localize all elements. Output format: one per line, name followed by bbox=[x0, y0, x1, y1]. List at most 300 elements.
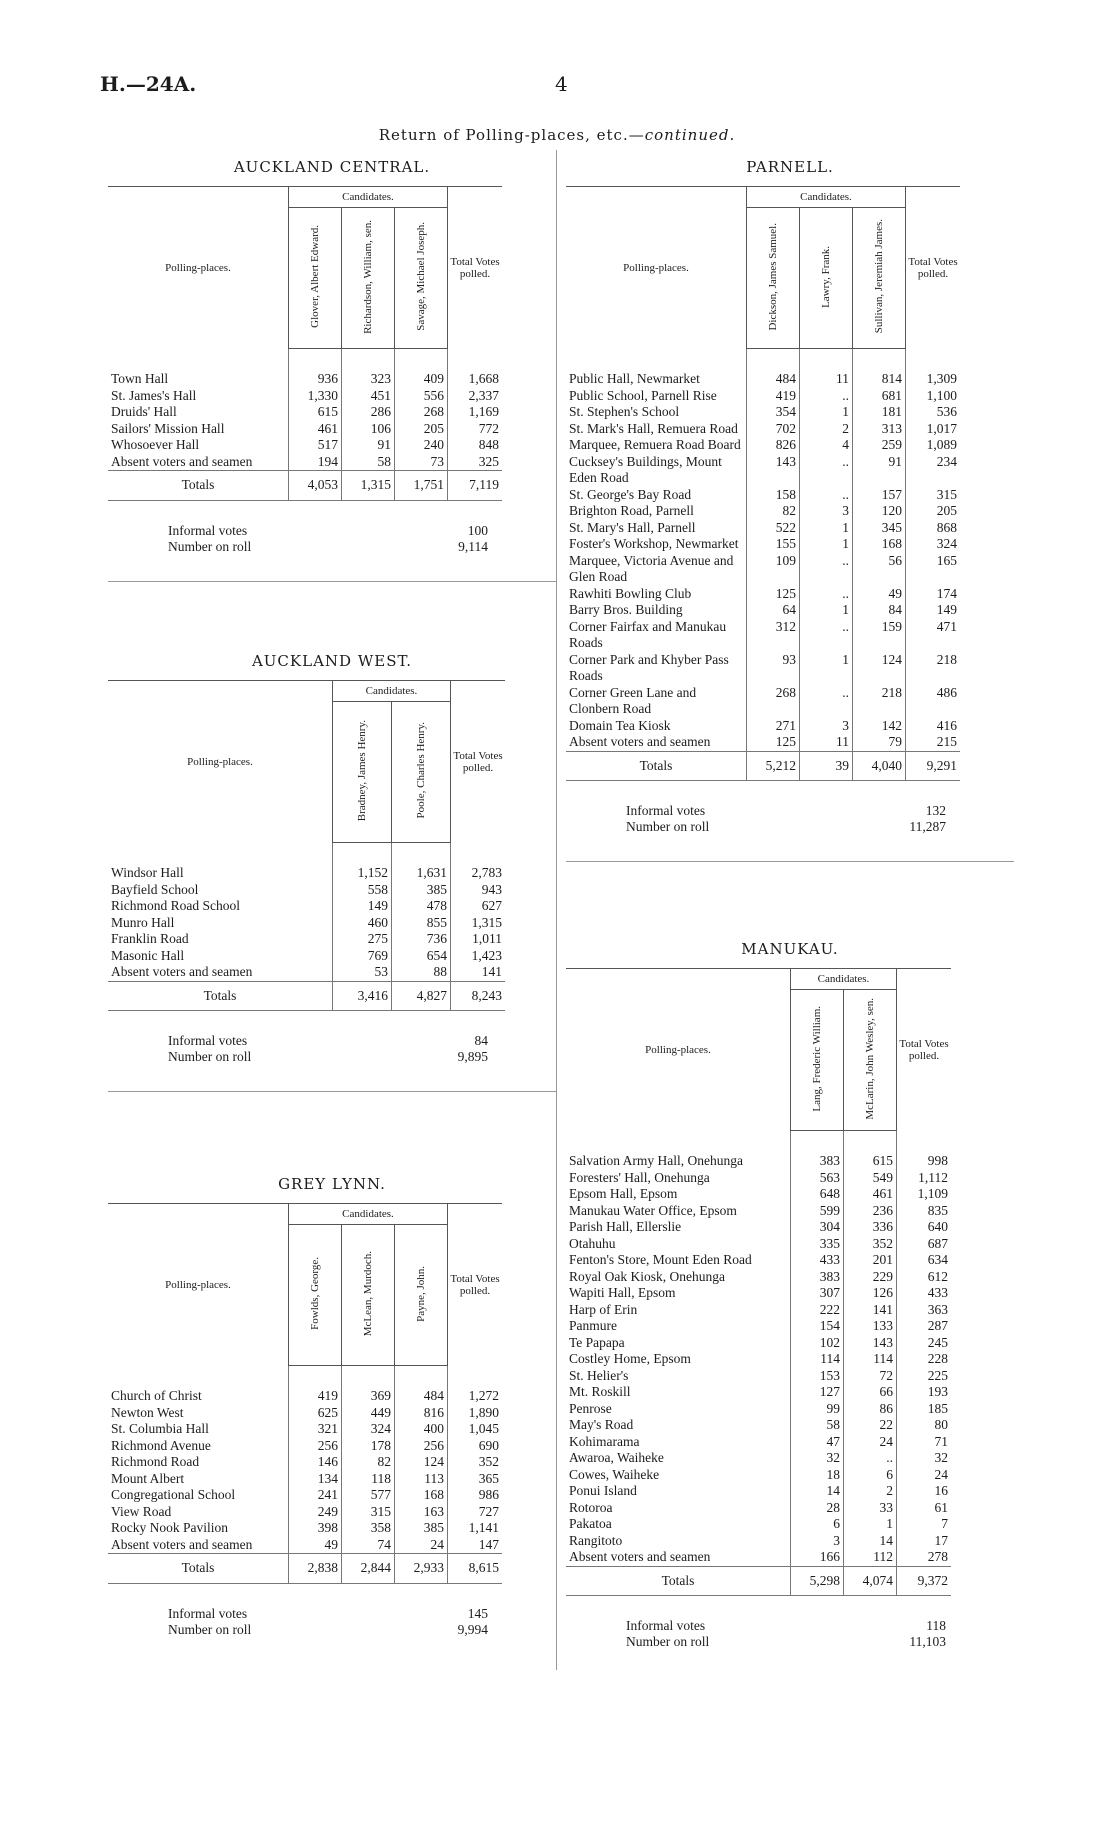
vote-count: 124 bbox=[853, 652, 906, 685]
candidate-total: 4,053 bbox=[289, 471, 342, 501]
page-title bbox=[0, 126, 1114, 144]
vote-count: 409 bbox=[395, 371, 448, 388]
vote-count: 484 bbox=[747, 371, 800, 388]
vote-count: 449 bbox=[342, 1405, 395, 1422]
vote-count: 218 bbox=[853, 685, 906, 718]
total-votes: 215 bbox=[906, 734, 961, 751]
vote-count: 88 bbox=[392, 964, 451, 981]
vote-count: 1 bbox=[800, 404, 853, 421]
vote-count: 229 bbox=[844, 1269, 897, 1286]
polling-place-name: Rangitoto bbox=[569, 1532, 623, 1548]
polling-place-name: Cucksey's Buildings, Mount Eden Road bbox=[569, 453, 722, 485]
vote-count: 769 bbox=[333, 948, 392, 965]
candidate-name-header bbox=[747, 208, 800, 349]
results-table bbox=[108, 186, 502, 501]
vote-count: 383 bbox=[791, 1153, 844, 1170]
column-header-total: Total Votes polled. bbox=[906, 187, 961, 349]
page-title-continued: continued. bbox=[644, 126, 736, 144]
total-votes: 325 bbox=[448, 454, 503, 471]
total-votes: 193 bbox=[897, 1384, 952, 1401]
vote-count: 648 bbox=[791, 1186, 844, 1203]
spacer-cell bbox=[392, 843, 451, 866]
table-row bbox=[108, 437, 502, 454]
number-on-roll-label: Number on roll bbox=[168, 538, 252, 554]
polling-place-name: Rawhiti Bowling Club bbox=[569, 585, 692, 601]
total-votes: 1,668 bbox=[448, 371, 503, 388]
section-footer bbox=[566, 803, 1014, 835]
vote-count: 256 bbox=[289, 1438, 342, 1455]
column-header-candidates: Candidates. bbox=[791, 969, 897, 990]
total-votes: 998 bbox=[897, 1153, 952, 1170]
polling-place-name: Awaroa, Waiheke bbox=[569, 1450, 664, 1465]
informal-votes-label: Informal votes bbox=[168, 1033, 248, 1048]
table-row bbox=[108, 898, 505, 915]
vote-count: 64 bbox=[747, 602, 800, 619]
spacer-cell bbox=[289, 1366, 342, 1389]
polling-place-name: Mt. Roskill bbox=[569, 1384, 631, 1399]
total-votes: 943 bbox=[451, 882, 506, 899]
vote-count: 1 bbox=[800, 520, 853, 537]
vote-count: 275 bbox=[333, 931, 392, 948]
candidate-name: Dickson, James Samuel. bbox=[766, 222, 779, 331]
number-on-roll-label: Number on roll bbox=[168, 1621, 252, 1637]
vote-count: 398 bbox=[289, 1520, 342, 1537]
vote-count: 141 bbox=[844, 1302, 897, 1319]
table-row bbox=[566, 734, 960, 751]
table-row bbox=[108, 404, 502, 421]
table-row bbox=[566, 1533, 951, 1550]
polling-place-name: Te Papapa bbox=[569, 1334, 625, 1350]
section-title: GREY LYNN. bbox=[278, 1175, 386, 1193]
candidate-name: Richardson, William, sen. bbox=[361, 219, 374, 334]
informal-votes-value: 132 bbox=[925, 803, 946, 818]
section-title: MANUKAU. bbox=[741, 940, 839, 958]
vote-count: 4 bbox=[800, 437, 853, 454]
column-header-total: Total Votes polled. bbox=[448, 1204, 503, 1366]
vote-count: 324 bbox=[342, 1421, 395, 1438]
totals-row bbox=[108, 471, 502, 501]
polling-place-name: Brighton Road, Parnell bbox=[569, 503, 694, 518]
candidate-name: McLean, Murdoch. bbox=[361, 1250, 374, 1337]
vote-count: 194 bbox=[289, 454, 342, 471]
total-votes: 141 bbox=[451, 964, 506, 981]
table-row bbox=[108, 1454, 502, 1471]
vote-count: 383 bbox=[791, 1269, 844, 1286]
vote-count: 936 bbox=[289, 371, 342, 388]
polling-place-name: Franklin Road bbox=[111, 931, 189, 946]
total-votes: 416 bbox=[906, 718, 961, 735]
spacer-cell bbox=[108, 843, 333, 866]
polling-place-name: St. George's Bay Road bbox=[569, 486, 692, 502]
informal-votes-label: Informal votes bbox=[168, 522, 248, 538]
total-votes: 772 bbox=[448, 421, 503, 438]
table-row bbox=[566, 1401, 951, 1418]
vote-count: 323 bbox=[342, 371, 395, 388]
polling-place-name: Salvation Army Hall, Onehunga bbox=[569, 1153, 743, 1168]
vote-count: 93 bbox=[747, 652, 800, 685]
column-header-polling-places: Polling-places. bbox=[108, 187, 289, 349]
totals-row bbox=[566, 1566, 951, 1596]
polling-place-name: Absent voters and seamen bbox=[569, 734, 711, 749]
candidate-total: 39 bbox=[800, 751, 853, 781]
vote-count: 1 bbox=[800, 536, 853, 553]
vote-count: 74 bbox=[342, 1537, 395, 1554]
table-row bbox=[108, 454, 502, 471]
vote-count: 127 bbox=[791, 1384, 844, 1401]
polling-place-name: View Road bbox=[111, 1503, 172, 1519]
page-header bbox=[100, 72, 1000, 96]
totals-row bbox=[566, 751, 960, 781]
candidate-name-header bbox=[800, 208, 853, 349]
results-table bbox=[108, 1203, 502, 1584]
table-row bbox=[566, 536, 960, 553]
table-row bbox=[566, 1252, 951, 1269]
total-votes: 848 bbox=[448, 437, 503, 454]
candidate-name-header bbox=[342, 1225, 395, 1366]
header-row bbox=[566, 969, 951, 990]
polling-place-name: Richmond Road School bbox=[111, 898, 240, 913]
total-votes: 634 bbox=[897, 1252, 952, 1269]
total-votes: 727 bbox=[448, 1504, 503, 1521]
table-row bbox=[566, 1153, 951, 1170]
vote-count: 201 bbox=[844, 1252, 897, 1269]
polling-place-name: Foster's Workshop, Newmarket bbox=[569, 536, 739, 551]
vote-count: 240 bbox=[395, 437, 448, 454]
total-votes: 1,017 bbox=[906, 421, 961, 438]
number-on-roll-line bbox=[566, 1634, 1014, 1650]
total-votes: 1,089 bbox=[906, 437, 961, 454]
table-row bbox=[566, 1186, 951, 1203]
total-votes: 32 bbox=[897, 1450, 952, 1467]
total-votes: 1,169 bbox=[448, 404, 503, 421]
vote-count: 549 bbox=[844, 1170, 897, 1187]
total-votes: 315 bbox=[906, 487, 961, 504]
table-row bbox=[566, 1450, 951, 1467]
candidate-total: 4,040 bbox=[853, 751, 906, 781]
polling-place-name: Ponui Island bbox=[569, 1483, 637, 1498]
table-row bbox=[108, 1405, 502, 1422]
vote-count: 1 bbox=[800, 602, 853, 619]
column-header-candidates: Candidates. bbox=[289, 187, 448, 208]
total-votes: 80 bbox=[897, 1417, 952, 1434]
vote-count: 125 bbox=[747, 586, 800, 603]
grand-total: 8,615 bbox=[448, 1554, 503, 1584]
vote-count: 82 bbox=[342, 1454, 395, 1471]
informal-votes-value: 84 bbox=[474, 1033, 488, 1048]
total-votes: 365 bbox=[448, 1471, 503, 1488]
vote-count: 268 bbox=[747, 685, 800, 718]
candidate-name-header bbox=[395, 1225, 448, 1366]
spacer-cell bbox=[395, 1366, 448, 1389]
polling-place-name: Mount Albert bbox=[111, 1470, 185, 1486]
total-votes: 471 bbox=[906, 619, 961, 652]
spacer-cell bbox=[108, 1366, 289, 1389]
table-body bbox=[108, 843, 505, 1011]
candidate-name: Payne, John. bbox=[414, 1265, 427, 1322]
polling-place-name: Absent voters and seamen bbox=[111, 453, 253, 469]
polling-place-name: Fenton's Store, Mount Eden Road bbox=[569, 1252, 752, 1267]
spacer-cell bbox=[566, 1131, 791, 1154]
polling-place-name: Masonic Hall bbox=[111, 947, 185, 963]
section-auckland-west bbox=[108, 652, 556, 1092]
vote-count: 1,631 bbox=[392, 865, 451, 882]
candidate-total: 4,074 bbox=[844, 1566, 897, 1596]
table-row bbox=[566, 1285, 951, 1302]
total-votes: 71 bbox=[897, 1434, 952, 1451]
number-on-roll-label: Number on roll bbox=[626, 819, 710, 834]
polling-place-name: Barry Bros. Building bbox=[569, 602, 683, 617]
candidate-name-header bbox=[342, 208, 395, 349]
polling-place-name: Rocky Nook Pavilion bbox=[111, 1520, 228, 1535]
table-row bbox=[566, 718, 960, 735]
totals-label: Totals bbox=[108, 471, 289, 501]
total-votes: 627 bbox=[451, 898, 506, 915]
vote-count: 814 bbox=[853, 371, 906, 388]
vote-count: 249 bbox=[289, 1504, 342, 1521]
table-row bbox=[108, 931, 505, 948]
table-row bbox=[566, 1351, 951, 1368]
table-row bbox=[566, 520, 960, 537]
polling-place-name: Epsom Hall, Epsom bbox=[569, 1186, 678, 1201]
polling-place-name: Munro Hall bbox=[111, 914, 175, 930]
polling-place-name: Sailors' Mission Hall bbox=[111, 420, 225, 436]
table-row bbox=[566, 1384, 951, 1401]
number-on-roll-line bbox=[566, 819, 1014, 835]
spacer-cell bbox=[289, 349, 342, 372]
informal-votes-line bbox=[108, 1033, 556, 1049]
vote-count: 736 bbox=[392, 931, 451, 948]
header-row bbox=[108, 1204, 502, 1225]
vote-count: 72 bbox=[844, 1368, 897, 1385]
total-votes: 690 bbox=[448, 1438, 503, 1455]
polling-place-name: Congregational School bbox=[111, 1487, 236, 1502]
candidate-total: 5,298 bbox=[791, 1566, 844, 1596]
header-row bbox=[108, 187, 502, 208]
spacer-cell bbox=[395, 349, 448, 372]
vote-count: 125 bbox=[747, 734, 800, 751]
vote-count: 3 bbox=[791, 1533, 844, 1550]
vote-count: 84 bbox=[853, 602, 906, 619]
candidate-total: 2,844 bbox=[342, 1554, 395, 1584]
spacer-cell bbox=[800, 349, 853, 372]
candidate-name: McLarin, John Wesley, sen. bbox=[863, 997, 876, 1120]
number-on-roll-line bbox=[108, 1622, 556, 1638]
candidate-name-header bbox=[392, 702, 451, 843]
vote-count: 460 bbox=[333, 915, 392, 932]
candidate-total: 2,838 bbox=[289, 1554, 342, 1584]
table-row bbox=[566, 553, 960, 586]
number-on-roll-value: 9,114 bbox=[458, 538, 488, 554]
vote-count: 236 bbox=[844, 1203, 897, 1220]
informal-votes-line bbox=[566, 1618, 1014, 1634]
grand-total: 9,291 bbox=[906, 751, 961, 781]
spacer-cell bbox=[451, 843, 506, 866]
vote-count: 142 bbox=[853, 718, 906, 735]
vote-count: 599 bbox=[791, 1203, 844, 1220]
vote-count: 268 bbox=[395, 404, 448, 421]
candidate-name-header bbox=[395, 208, 448, 349]
polling-place-name: Rotoroa bbox=[569, 1499, 613, 1515]
vote-count: 241 bbox=[289, 1487, 342, 1504]
spacer-cell bbox=[448, 349, 503, 372]
polling-place-name: Foresters' Hall, Onehunga bbox=[569, 1169, 710, 1185]
table-row bbox=[108, 1388, 502, 1405]
vote-count: 259 bbox=[853, 437, 906, 454]
total-votes: 2,783 bbox=[451, 865, 506, 882]
polling-place-name: Bayfield School bbox=[111, 881, 199, 897]
table-row bbox=[566, 1368, 951, 1385]
vote-count: 2 bbox=[800, 421, 853, 438]
vote-count: 33 bbox=[844, 1500, 897, 1517]
vote-count: 315 bbox=[342, 1504, 395, 1521]
vote-count: 157 bbox=[853, 487, 906, 504]
table-row bbox=[566, 404, 960, 421]
vote-count: 47 bbox=[791, 1434, 844, 1451]
vote-count: 563 bbox=[791, 1170, 844, 1187]
polling-place-name: Marquee, Remuera Road Board bbox=[569, 437, 741, 452]
spacer-row bbox=[108, 843, 505, 866]
total-votes: 7 bbox=[897, 1516, 952, 1533]
vote-count: 73 bbox=[395, 454, 448, 471]
vote-count: 11 bbox=[800, 734, 853, 751]
candidate-name: Bradney, James Henry. bbox=[355, 719, 368, 822]
polling-place-name: Absent voters and seamen bbox=[111, 964, 253, 979]
table-row bbox=[566, 1335, 951, 1352]
candidate-name: Glover, Albert Edward. bbox=[308, 225, 321, 328]
total-votes: 1,309 bbox=[906, 371, 961, 388]
vote-count: 615 bbox=[289, 404, 342, 421]
number-on-roll-line bbox=[108, 539, 556, 555]
vote-count: 478 bbox=[392, 898, 451, 915]
vote-count: .. bbox=[800, 553, 853, 586]
column-header-candidates: Candidates. bbox=[747, 187, 906, 208]
polling-place-name: May's Road bbox=[569, 1417, 634, 1432]
vote-count: 28 bbox=[791, 1500, 844, 1517]
total-votes: 363 bbox=[897, 1302, 952, 1319]
table-row bbox=[108, 882, 505, 899]
polling-place-name: Windsor Hall bbox=[111, 865, 184, 880]
spacer-cell bbox=[747, 349, 800, 372]
table-body bbox=[108, 349, 502, 501]
informal-votes-label: Informal votes bbox=[626, 803, 706, 818]
vote-count: 58 bbox=[791, 1417, 844, 1434]
vote-count: 143 bbox=[844, 1335, 897, 1352]
table-row bbox=[566, 602, 960, 619]
vote-count: 163 bbox=[395, 1504, 448, 1521]
vote-count: 82 bbox=[747, 503, 800, 520]
vote-count: 153 bbox=[791, 1368, 844, 1385]
section-footer bbox=[108, 1606, 556, 1638]
polling-place-name: Manukau Water Office, Epsom bbox=[569, 1202, 737, 1218]
table-row bbox=[108, 948, 505, 965]
section-footer bbox=[108, 523, 556, 555]
spacer-cell bbox=[897, 1131, 952, 1154]
table-row bbox=[566, 1483, 951, 1500]
vote-count: 126 bbox=[844, 1285, 897, 1302]
polling-place-name: Harp of Erin bbox=[569, 1301, 638, 1317]
spacer-cell bbox=[791, 1131, 844, 1154]
polling-place-name: Pakatoa bbox=[569, 1516, 612, 1531]
polling-place-name: Cowes, Waiheke bbox=[569, 1466, 660, 1482]
spacer-cell bbox=[342, 1366, 395, 1389]
table-row bbox=[566, 1219, 951, 1236]
table-row bbox=[566, 421, 960, 438]
section-manukau bbox=[566, 940, 1014, 1650]
totals-row bbox=[108, 1554, 502, 1584]
polling-place-name: Marquee, Victoria Avenue and Glen Road bbox=[569, 552, 734, 584]
polling-place-name: Corner Fairfax and Manukau Roads bbox=[569, 618, 727, 650]
total-votes: 147 bbox=[448, 1537, 503, 1554]
section-footer bbox=[566, 1618, 1014, 1650]
total-votes: 1,141 bbox=[448, 1520, 503, 1537]
spacer-cell bbox=[448, 1366, 503, 1389]
header-row bbox=[566, 187, 960, 208]
candidate-name-header bbox=[853, 208, 906, 349]
vote-count: 354 bbox=[747, 404, 800, 421]
total-votes: 1,423 bbox=[451, 948, 506, 965]
vote-count: 556 bbox=[395, 388, 448, 405]
number-on-roll-line bbox=[108, 1049, 556, 1065]
total-votes: 1,100 bbox=[906, 388, 961, 405]
total-votes: 245 bbox=[897, 1335, 952, 1352]
polling-place-name: Costley Home, Epsom bbox=[569, 1351, 691, 1366]
total-votes: 612 bbox=[897, 1269, 952, 1286]
total-votes: 16 bbox=[897, 1483, 952, 1500]
spacer-cell bbox=[566, 349, 747, 372]
table-row bbox=[108, 1537, 502, 1554]
vote-count: .. bbox=[800, 619, 853, 652]
vote-count: 114 bbox=[791, 1351, 844, 1368]
table-row bbox=[566, 503, 960, 520]
vote-count: 66 bbox=[844, 1384, 897, 1401]
vote-count: 99 bbox=[791, 1401, 844, 1418]
grand-total: 7,119 bbox=[448, 471, 503, 501]
totals-row bbox=[108, 981, 505, 1011]
vote-count: 114 bbox=[844, 1351, 897, 1368]
informal-votes-line bbox=[566, 803, 1014, 819]
table-body bbox=[566, 349, 960, 781]
vote-count: 112 bbox=[844, 1549, 897, 1566]
total-votes: 2,337 bbox=[448, 388, 503, 405]
section-separator bbox=[108, 581, 556, 582]
spacer-row bbox=[108, 1366, 502, 1389]
table-row bbox=[108, 388, 502, 405]
table-row bbox=[566, 1500, 951, 1517]
vote-count: 222 bbox=[791, 1302, 844, 1319]
polling-place-name: Druids' Hall bbox=[111, 404, 177, 419]
vote-count: .. bbox=[800, 586, 853, 603]
vote-count: 146 bbox=[289, 1454, 342, 1471]
total-votes: 24 bbox=[897, 1467, 952, 1484]
polling-place-name: Absent voters and seamen bbox=[111, 1536, 253, 1552]
vote-count: 24 bbox=[844, 1434, 897, 1451]
vote-count: 86 bbox=[844, 1401, 897, 1418]
table-row bbox=[566, 652, 960, 685]
table-row bbox=[108, 865, 505, 882]
table-row bbox=[566, 1203, 951, 1220]
number-on-roll-label: Number on roll bbox=[168, 1049, 252, 1064]
vote-count: 461 bbox=[289, 421, 342, 438]
polling-place-name: Corner Green Lane and Clonbern Road bbox=[569, 684, 697, 716]
totals-label: Totals bbox=[566, 751, 747, 781]
vote-count: 24 bbox=[395, 1537, 448, 1554]
page-number: 4 bbox=[555, 72, 568, 96]
vote-count: 49 bbox=[289, 1537, 342, 1554]
polling-place-name: Panmure bbox=[569, 1318, 617, 1333]
vote-count: 14 bbox=[844, 1533, 897, 1550]
table-head bbox=[566, 187, 960, 349]
vote-count: 256 bbox=[395, 1438, 448, 1455]
